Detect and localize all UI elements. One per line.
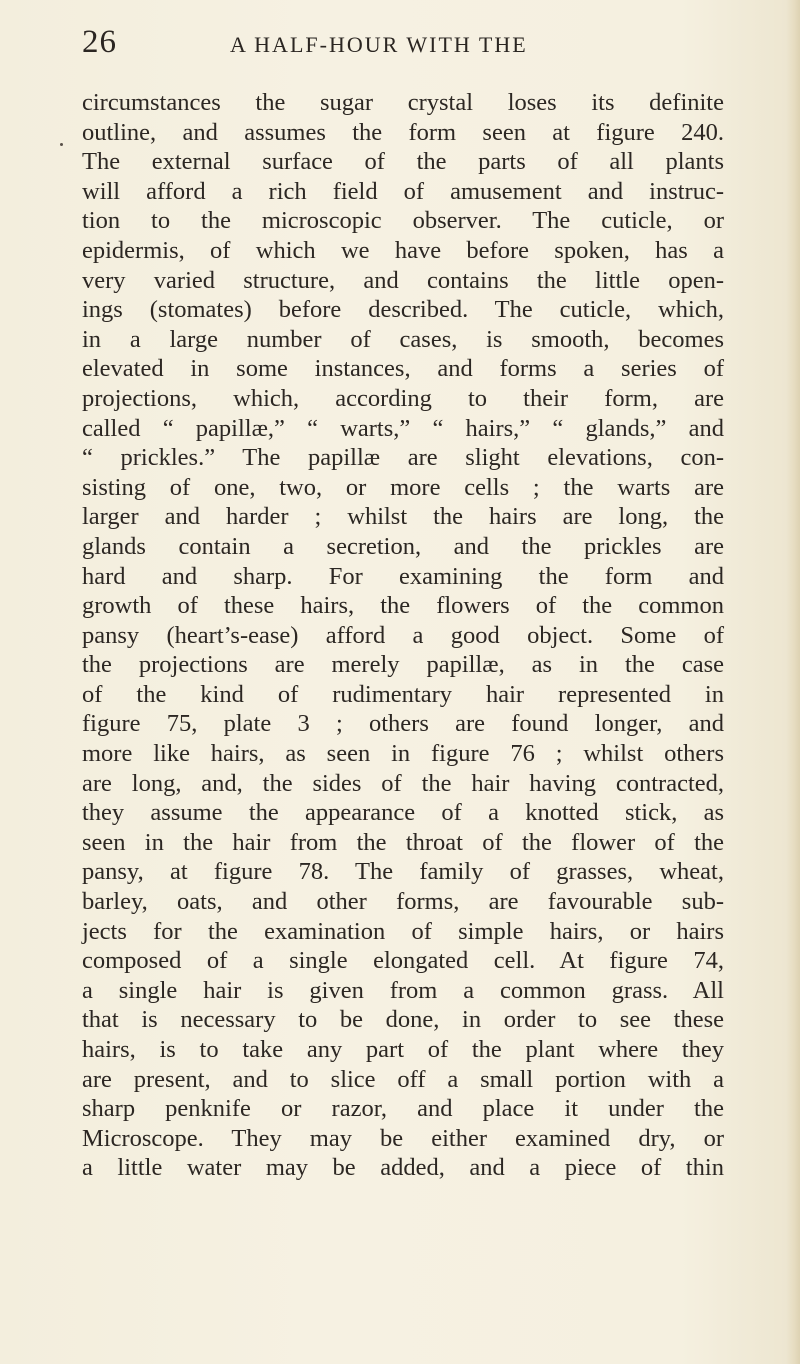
text-line: outline, and assumes the form seen at figure 240. [82,118,724,146]
text-line: pansy, at figure 78. The family of grasses, wheat, [82,858,724,886]
text-line: Microscope. They may be either examined dry, or [82,1124,724,1152]
text-line: will afford a rich field of amusement and instruc- [82,177,724,205]
text-line: of the kind of rudimentary hair represented in [82,680,724,708]
text-line: figure 75, plate 3 ; others are found longer, and [82,710,724,738]
text-line: in a large number of cases, is smooth, becomes [82,325,724,353]
page-edge-shadow [786,0,800,1364]
text-line: tion to the microscopic observer. The cuticle, or [82,207,724,235]
text-line: barley, oats, and other forms, are favourable sub- [82,888,724,916]
text-line: growth of these hairs, the flowers of the common [82,592,724,620]
text-line: “ prickles.” The papillæ are slight elevations, con- [82,444,724,472]
text-line: more like hairs, as seen in figure 76 ; whilst others [82,740,724,768]
text-line: elevated in some instances, and forms a series of [82,355,724,383]
text-line: very varied structure, and contains the little open- [82,266,724,294]
page-header [82,18,722,64]
text-line: seen in the hair from the throat of the flower of the [82,828,724,856]
text-line: projections, which, according to their form, are [82,384,724,412]
text-line: larger and harder ; whilst the hairs are long, the [82,503,724,531]
text-line: epidermis, of which we have before spoken, has a [82,236,724,264]
text-line: are present, and to slice off a small portion with a [82,1065,724,1093]
text-line: are long, and, the sides of the hair having contracted, [82,769,724,797]
text-line: The external surface of the parts of all plants [82,148,724,176]
text-line: circumstances the sugar crystal loses its definite [82,89,724,116]
margin-dot [60,143,63,146]
text-line: glands contain a secretion, and the prickles are [82,532,724,560]
text-line: a single hair is given from a common grass. All [82,976,724,1004]
text-line: sisting of one, two, or more cells ; the warts are [82,473,724,501]
body-paragraph [82,88,724,1183]
text-line: pansy (heart’s-ease) afford a good object. Some of [82,621,724,649]
text-line: jects for the examination of simple hairs, or hairs [82,917,724,945]
text-line: a little water may be added, and a piece of thin [82,1154,724,1182]
text-line: ings (stomates) before described. The cuticle, which, [82,296,724,324]
text-line: hairs, is to take any part of the plant where they [82,1036,724,1063]
text-line: the projections are merely papillæ, as in the case [82,651,724,679]
text-line: composed of a single elongated cell. At figure 74, [82,947,724,975]
running-head: A HALF-HOUR WITH THE [230,32,528,57]
text-line: sharp penknife or razor, and place it under the [82,1095,724,1123]
text-line: they assume the appearance of a knotted stick, as [82,799,724,827]
text-line: called “ papillæ,” “ warts,” “ hairs,” “ glands,” and [82,414,724,442]
page-number: 26 [82,24,117,60]
text-line: that is necessary to be done, in order to see these [82,1006,724,1034]
text-line: hard and sharp. For examining the form and [82,562,724,590]
